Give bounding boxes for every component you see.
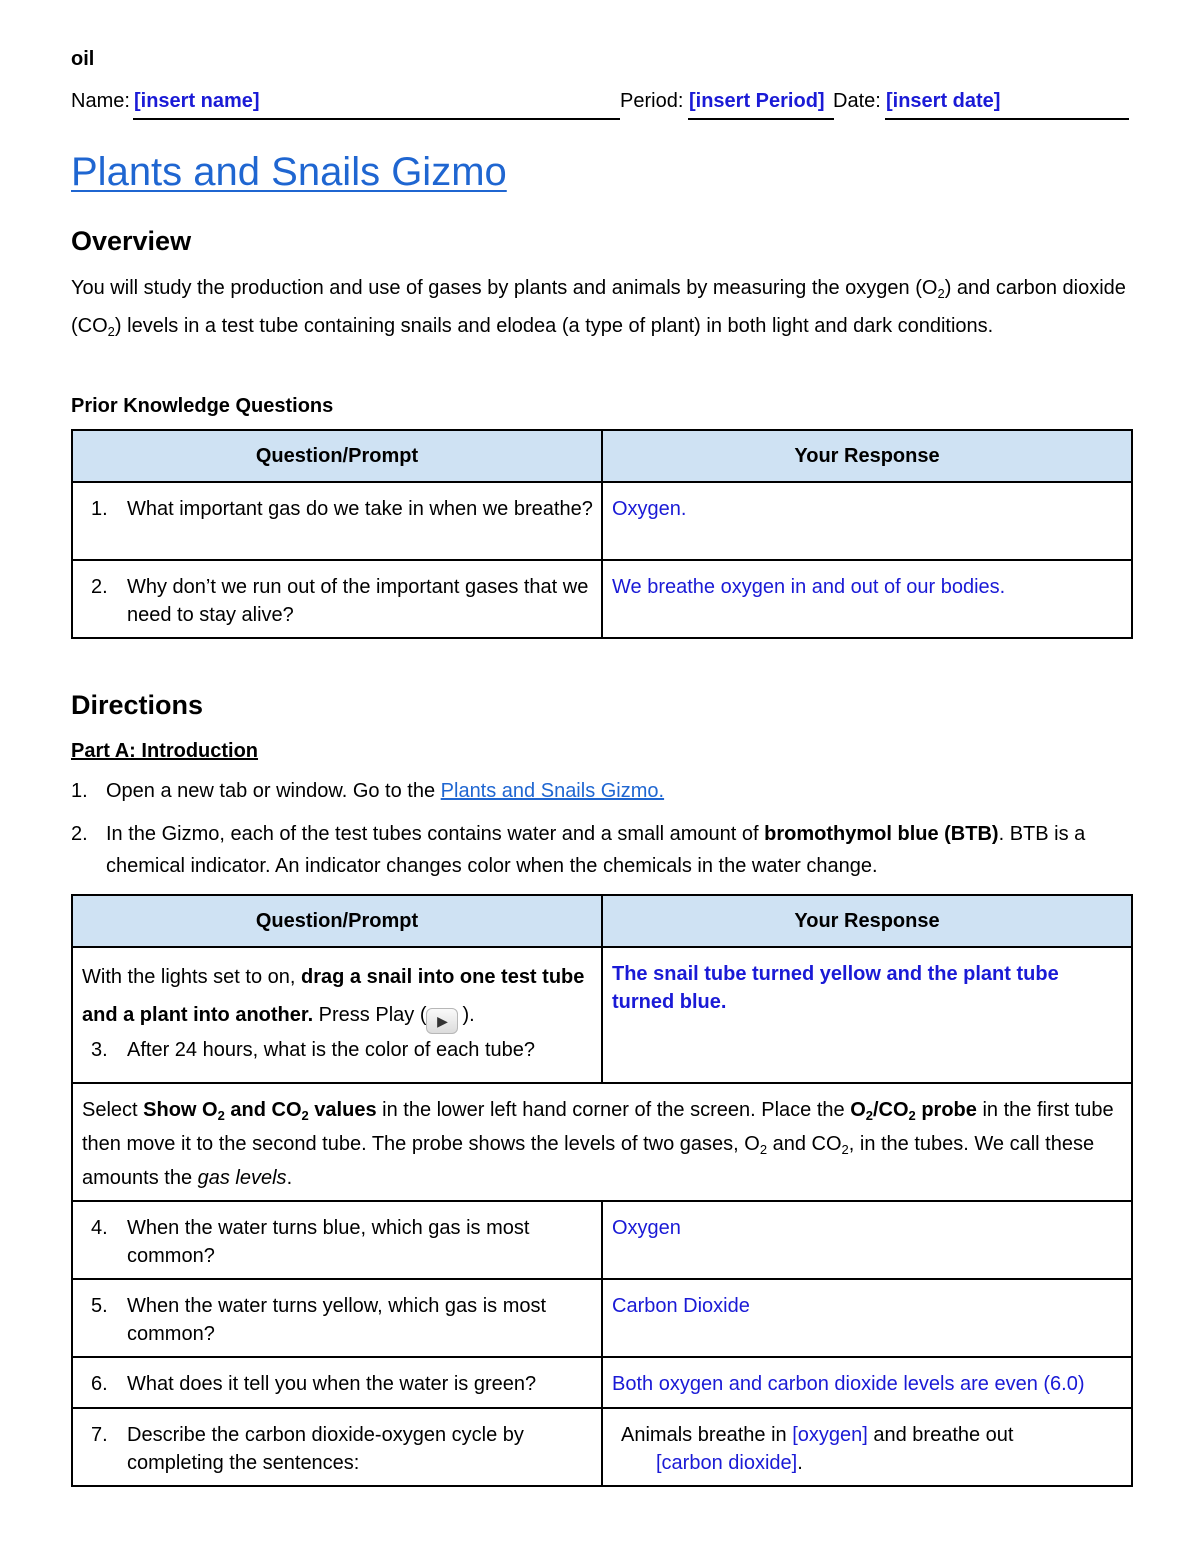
question-number: 6. (91, 1373, 108, 1395)
direction-step-1: 1. Open a new tab or window. Go to the Plants and Snails Gizmo. (71, 780, 665, 802)
date-underline (885, 118, 1129, 120)
response-blank-2[interactable]: [carbon dioxide] (656, 1452, 798, 1474)
table-row (72, 1279, 1132, 1357)
response-blank-1[interactable]: [oxygen] (792, 1424, 868, 1446)
question-text: Why don’t we run out of the important gases that we need to stay alive? (127, 576, 589, 626)
cycle-sentence: Animals breathe in [oxygen] and breathe out [carbon dioxide]. (621, 1424, 1014, 1474)
response-field[interactable]: Oxygen. (612, 498, 687, 520)
question-number: 5. (91, 1295, 108, 1317)
table-row (72, 1408, 1132, 1486)
gizmo-link[interactable]: Plants and Snails Gizmo. (440, 780, 665, 802)
table-row (72, 1201, 1132, 1279)
name-label: Name: (71, 90, 130, 112)
instruction-text: Select Show $O_2$ and $CO_2$ values in the lower left hand corner of the screen. Place the $O_2/CO_2$ probe in the first tube then move it to the second tube. The probe shows the levels of two gases, $O_2$ and $CO_2$, in the tubes. We call these amounts the gas levels. (82, 1099, 1114, 1189)
response-field[interactable]: The snail tube turned yellow and the plant tube turned blue. (612, 963, 1059, 1013)
question-number: 3. (91, 1039, 108, 1061)
period-field[interactable]: [insert Period] (689, 90, 825, 112)
part-a-table (71, 894, 1133, 1487)
prior-knowledge-heading: Prior Knowledge Questions (71, 395, 334, 417)
response-field[interactable]: Carbon Dioxide (612, 1295, 750, 1317)
table-row (72, 1083, 1132, 1201)
date-field[interactable]: [insert date] (886, 90, 1001, 112)
overview-heading: Overview (71, 226, 192, 256)
period-underline (688, 118, 834, 120)
question-number: 1. (91, 498, 108, 520)
response-field[interactable]: We breathe oxygen in and out of our bodies. (612, 576, 1006, 598)
directions-heading: Directions (71, 690, 204, 720)
table-row (72, 482, 1132, 560)
question-text: After 24 hours, what is the color of each tube? (127, 1039, 536, 1061)
column-header-question: Question/Prompt (72, 430, 602, 482)
question-text: When the water turns yellow, which gas is most common? (127, 1295, 547, 1345)
top-label: oil (71, 48, 95, 70)
response-field[interactable]: Both oxygen and carbon dioxide levels are even (6.0) (612, 1373, 1085, 1395)
question-text: What important gas do we take in when we breathe? (127, 498, 593, 520)
question-text: Describe the carbon dioxide-oxygen cycle by completing the sentences: (127, 1424, 524, 1474)
table-row (72, 1357, 1132, 1408)
question-text: What does it tell you when the water is green? (127, 1373, 537, 1395)
column-header-response: Your Response (602, 430, 1132, 482)
name-underline (133, 118, 620, 120)
table-row (72, 560, 1132, 638)
column-header-question: Question/Prompt (72, 895, 602, 947)
response-field[interactable]: Oxygen (612, 1217, 681, 1239)
instruction-text: With the lights set to on, drag a snail into one test tube and a plant into another. Press Play ( ▶ ). (73, 948, 601, 1034)
question-number: 2. (91, 576, 108, 598)
direction-step-2: 2. In the Gizmo, each of the test tubes contains water and a small amount of bromothymol blue (BTB). BTB is a chemical indicator. An indicator changes color when the chemicals in the water change. (71, 823, 1086, 877)
prior-knowledge-table (71, 429, 1133, 639)
date-label: Date: (833, 90, 881, 112)
question-text: When the water turns blue, which gas is most common? (127, 1217, 530, 1267)
header-fields (71, 90, 1129, 120)
period-label: Period: (620, 90, 684, 112)
overview-text: You will study the production and use of gases by plants and animals by measuring the oxygen $(O_2)$ and carbon dioxide $(CO_2)$ levels in a test tube containing snails and elodea (a type of plant) in both light and dark conditions. (71, 277, 1126, 339)
play-icon: ▶ (426, 1008, 458, 1034)
question-number: 7. (91, 1424, 108, 1446)
name-field[interactable]: [insert name] (134, 90, 260, 112)
question-number: 4. (91, 1217, 108, 1239)
column-header-response: Your Response (602, 895, 1132, 947)
page-title[interactable]: Plants and Snails Gizmo (71, 150, 507, 194)
part-a-heading: Part A: Introduction (71, 740, 259, 762)
table-row (72, 947, 1132, 1083)
